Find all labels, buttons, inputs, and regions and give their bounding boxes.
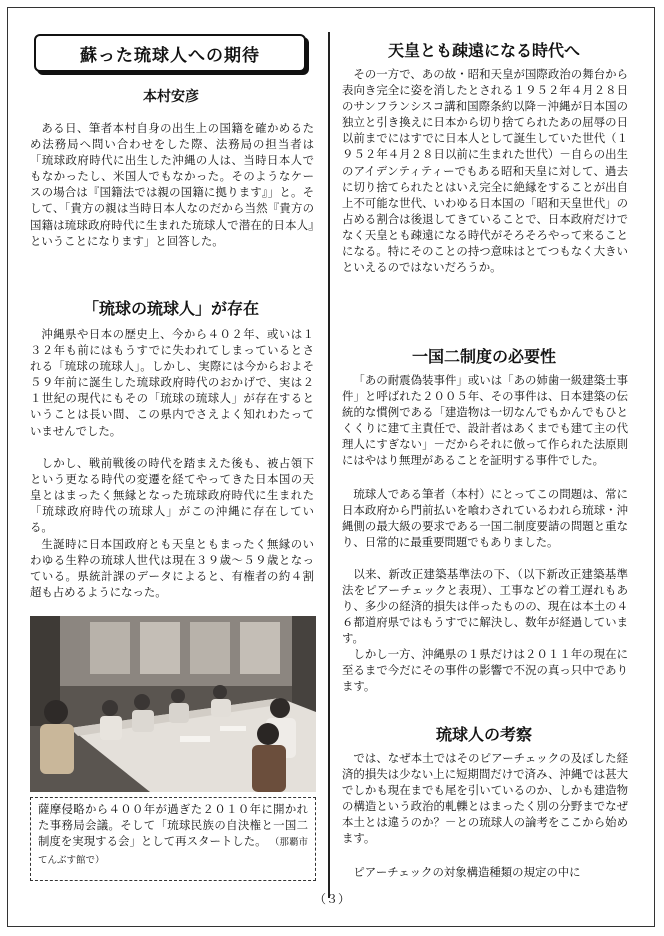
photo-caption: [30, 797, 316, 881]
section-heading-ryukyu: 「琉球の琉球人」が存在: [82, 299, 259, 318]
section1-paragraph-3: 生誕時に日本国政府とも天皇ともまったく無縁のいわゆる生粋の琉球人世代は現在３９歳〜５９歳となっている。県統計課のデータによると、有権者の約４割超も占めるようになった。: [30, 537, 314, 600]
section3-paragraph-2: 琉球人である筆者（本村）にとってこの問題は、常に日本政府から門前払いを喰わされているわれら琉球・沖縄側の最大級の要求である一国二制度要請の問題と重なり、日常的に最重要問題でもありました。: [342, 487, 628, 550]
section-heading-one-country-two-systems: 一国二制度の必要性: [411, 347, 556, 366]
section4-paragraph-2: ピアーチェックの対象構造種類の規定の中に: [353, 865, 581, 879]
caption-source: （那覇市てんぶす館で）: [38, 837, 308, 866]
section4-paragraph-1: では、なぜ本土ではそのピアーチェックの及ぼした経済的損失は少ない上に短期間だけで済み、沖縄では甚大でしかも現在までも尾を引いているのか、しかも建造物の構造という政治的軋轢とはまったく別の分野までなぜ本土とは違うのか？－との琉球人の論考をここから始めます。: [342, 751, 628, 846]
author-name: 本村安彦: [143, 89, 199, 105]
intro-paragraph: ある日、筆者本村自身の出生上の国籍を確かめるため法務局へ問い合わせをした際、法務局の担当者は「琉球政府時代に出生した沖縄の人は、当時日本人でもなかったし、米国人でもなかった。そのようなケースの場合は『国籍法では親の国籍に拠ります』」と。そして、「貴方の親は当時日本人なのだから当然『貴方の国籍は琉球政府時代に生まれた琉球人で潜在的日本人』ということになります」と回答した。: [30, 121, 314, 248]
article-title: 蘇った琉球人への期待: [34, 34, 306, 72]
column-divider: [328, 32, 330, 898]
section3-paragraph-1: 「あの耐震偽装事件」或いは「あの姉歯一級建築士事件」と呼ばれた２００５年、その事件は、日本建築の伝統的な慣例である「建造物は一切なんでもかんでもひとくくりに建て主責任で、設計者はあくまでも建て主の代理人にすぎない」－だからそれに倣って作られた法原則にはやはり無理があることを証明する事件でした。: [342, 373, 628, 468]
meeting-photo: [30, 616, 316, 792]
section1-paragraph-1: 沖縄県や日本の歴史上、今から４０２年、或いは１３２年も前にはもうすでに失われてしまっているとされる「琉球の琉球人」。しかし、実際には今からおよそ５９年前に誕生した琉球政府時代のおかげで、実は２１世紀の現代にもその「琉球の琉球人」が存在するということは長い間、この県内でさえよく知れわたっていませんでした。: [30, 327, 314, 438]
caption-text: 薩摩侵略から４００年が過ぎた２０１０年に開かれた事務局会議。そして「琉球民族の自決権と一国二制度を実現する会」として再スタートした。: [38, 802, 308, 848]
page-number: （３）: [313, 892, 350, 906]
section2-paragraph-1: その一方で、あの故・昭和天皇が国際政治の舞台から表向き完全に姿を消したとされる１９５２年４月２８日のサンフランシスコ講和国際条約以降－沖縄が日本国の独立と引き換えに日本から切り捨てられたあの屈辱の日以前までにはすでに日本人として誕生していた世代（１９５２年４月２８日以前に生まれた世代）－自らの出生のアイデンティティーでもある昭和天皇に対して、過去に切り捨てられたとはいえ完全に絶縁をすることが出自上不可能な世代、いわゆる日本国の「昭和天皇世代」の占める割合は後退してきていることで、日本政府だけでなく天皇とも疎遠になる時代がそろそろやって来ることになる。特にそのことの持つ意味はとてつもなく大きいといえるのではないだろうか。: [342, 67, 628, 275]
section1-paragraph-2: しかし、戦前戦後の時代を踏まえた後も、被占領下という更なる時代の変遷を経てやってきた日本国の天皇とはまったく無縁となった琉球政府時代に生まれた「琉球政府時代の琉球人」がこの沖縄に存在している。: [30, 456, 314, 535]
section3-paragraph-4: しかし一方、沖縄県の１県だけは２０１１年の現在に至るまで今だにその事件の影響で不況の真っ只中であります。: [342, 647, 628, 694]
section-heading-consideration: 琉球人の考察: [435, 725, 532, 744]
section-heading-emperor: 天皇とも疎遠になる時代へ: [387, 41, 580, 60]
section3-paragraph-3: 以来、新改正建築基準法の下、（以下新改正建築基準法をピアーチェックと表現）、工事などの着工遅れもあり、多少の経済的損失は伴ったものの、現在は本土の４６都道府県ではもうすでに解決し、数年が経過しています。: [342, 567, 628, 646]
